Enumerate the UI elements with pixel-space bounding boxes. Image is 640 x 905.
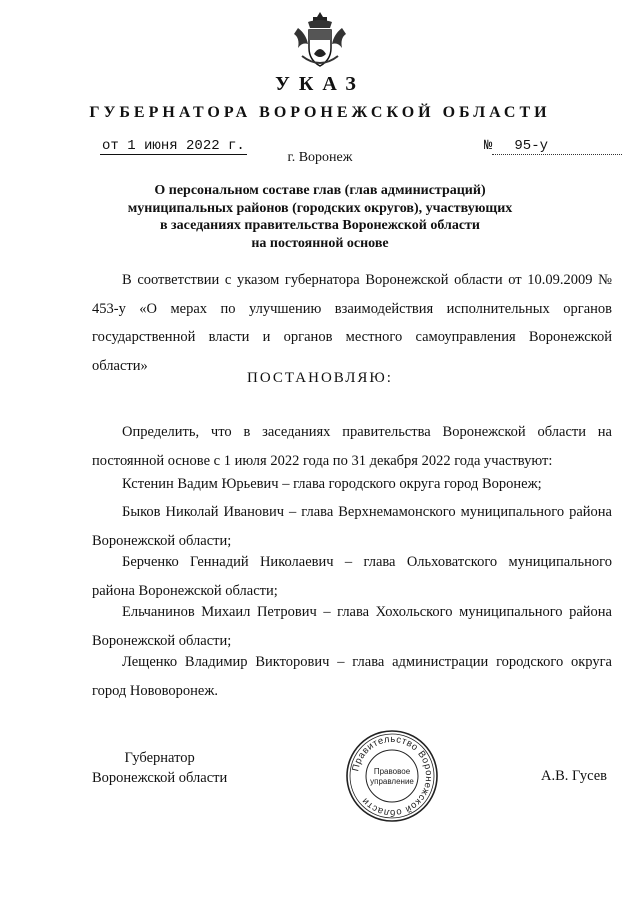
member-paragraph: Кстенин Вадим Юрьевич – глава городского округа город Воронеж; bbox=[122, 476, 542, 492]
document-type-title: УКАЗ bbox=[275, 73, 365, 95]
position-line: Губернатор bbox=[124, 750, 195, 766]
preamble-paragraph: В соответствии с указом губернатора Воронежской области от 10.09.2009 № 453-у «О мерах по улучшению взаимодействия исполнительных органов государственной власти и органов местного самоуправления Воронежской области» bbox=[92, 272, 612, 374]
member-paragraph: Лещенко Владимир Викторович – глава администрации городского округа город Нововоронеж. bbox=[92, 654, 612, 699]
signatory-position bbox=[92, 748, 227, 788]
voronezh-coat-of-arms-icon bbox=[294, 10, 346, 70]
stamp-ring-text: Правительство Воронежской области bbox=[350, 733, 435, 819]
member-paragraph: Ельчанинов Михаил Петрович – глава Хохольского муниципального района Воронежской области; bbox=[92, 604, 612, 649]
intro-paragraph: Определить, что в заседаниях правительства Воронежской области на постоянной основе с 1 июля 2022 года по 31 декабря 2022 года участвуют: bbox=[92, 424, 612, 469]
member-paragraph: Берченко Геннадий Николаевич – глава Ольховатского муниципального района Воронежской области; bbox=[92, 554, 612, 599]
heading-line: в заседаниях правительства Воронежской области bbox=[160, 218, 480, 233]
heading-line: на постоянной основе bbox=[251, 235, 389, 251]
issuer-title: ГУБЕРНАТОРА ВОРОНЕЖСКОЙ ОБЛАСТИ bbox=[89, 104, 551, 121]
city: г. Воронеж bbox=[287, 150, 353, 165]
signatory-name: А.В. Гусев bbox=[541, 768, 607, 784]
heading-line: муниципальных районов (городских округов), участвующих bbox=[127, 200, 513, 216]
date-prefix: от bbox=[102, 138, 119, 154]
position-line: Воронежской области bbox=[92, 770, 228, 786]
decree-heading bbox=[0, 182, 640, 252]
stamp-center-line: управление bbox=[370, 777, 414, 786]
decree-word: ПОСТАНОВЛЯЮ: bbox=[247, 370, 393, 386]
official-stamp bbox=[344, 728, 440, 824]
number-value: 95-у bbox=[492, 138, 622, 155]
member-paragraph: Быков Николай Иванович – глава Верхнемамонского муниципального района Воронежской области; bbox=[92, 504, 612, 549]
stamp-center-line: Правовое bbox=[373, 767, 411, 776]
number-label: № bbox=[484, 138, 493, 154]
date-value: 1 июня 2022 г. bbox=[127, 138, 245, 154]
heading-line: О персональном составе глав (глав администраций) bbox=[154, 183, 486, 198]
